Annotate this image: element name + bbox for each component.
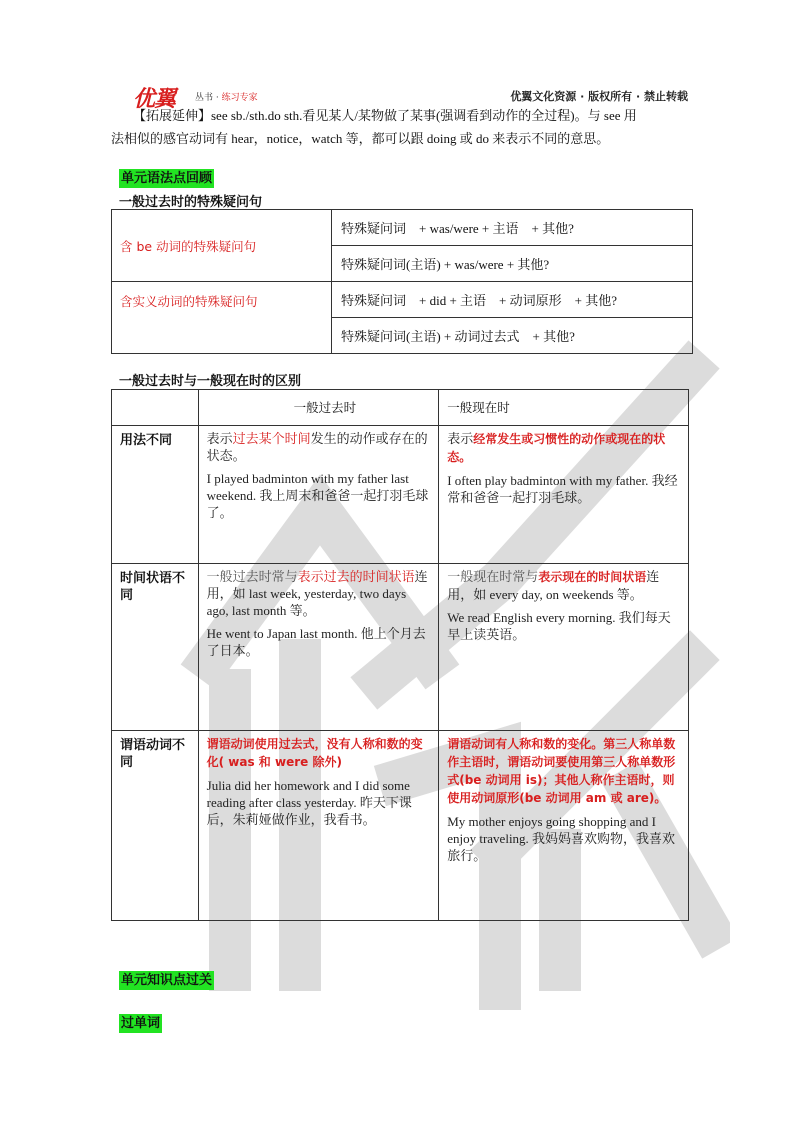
table1-title: 一般过去时的特殊疑问句 <box>119 195 263 210</box>
row-label-be-verb: 含 be 动词的特殊疑问句 <box>112 210 332 282</box>
header-simple-present: 一般现在时 <box>439 390 689 426</box>
section-tag-knowledge-check: 单元知识点过关 <box>121 973 213 988</box>
row-label-usage: 用法不同 <box>112 426 199 564</box>
example-sentence: He went to Japan last month. 他上个月去了日本。 <box>206 626 426 658</box>
extension-line-2: 法相似的感官动词有 hear，notice，watch 等，都可以跟 doing 或 do 来表示不同的意思。 <box>111 131 610 146</box>
wh-question-table <box>111 209 693 354</box>
brand-tagline: 丛书 · 练习专家 <box>195 93 258 103</box>
row-label-predicate-verb: 谓语动词不同 <box>112 731 199 921</box>
example-sentence: I played badminton with my father last weekend. 我上周末和爸爸一起打羽毛球了。 <box>206 471 429 520</box>
table2-title: 一般过去时与一般现在时的区别 <box>119 374 302 389</box>
cell-predicate-past: 谓语动词使用过去式，没有人称和数的变化( was 和 were 除外) Julia did her homework and I did some reading after class yesterday. 昨天下课后，朱莉娅做作业，我看书。 <box>198 731 439 921</box>
row-label-time-adverbial: 时间状语不同 <box>112 564 199 731</box>
header-simple-past: 一般过去时 <box>198 390 439 426</box>
cell-predicate-present: 谓语动词有人称和数的变化。第三人称单数作主语时，谓语动词要使用第三人称单数形式(be 动词用 is)；其他人称作主语时，则使用动词原形(be 动词用 am 或 are)。 My mother enjoys going shopping and I enjoy traveling. 我妈妈喜欢购物，我喜欢旅行。 <box>439 731 689 921</box>
copyright-notice: 优翼文化资源 · 版权所有 · 禁止转载 <box>510 90 688 103</box>
example-sentence: My mother enjoys going shopping and I enjoy traveling. 我妈妈喜欢购物，我喜欢旅行。 <box>447 814 676 863</box>
formula-cell: 特殊疑问词(主语) + was/were + 其他? <box>332 246 693 282</box>
formula-cell: 特殊疑问词 + did + 主语 + 动词原形 + 其他? <box>332 282 693 318</box>
header-empty-cell <box>112 390 199 426</box>
extension-line-1: 【拓展延伸】see sb./sth.do sth.看见某人/某物做了某事(强调看到动作的全过程)。与 see 用 <box>133 108 637 123</box>
example-sentence: Julia did her homework and I did some reading after class yesterday. 昨天下课后，朱莉娅做作业，我看书。 <box>206 778 412 827</box>
row-label-notional-verb: 含实义动词的特殊疑问句 <box>112 282 332 354</box>
section-tag-grammar-review: 单元语法点回顾 <box>121 171 213 186</box>
extension-paragraph <box>111 104 691 150</box>
cell-usage-past: 表示过去某个时间发生的动作或存在的状态。 I played badminton with my father last weekend. 我上周末和爸爸一起打羽毛球了。 <box>198 426 439 564</box>
brand-logo: 优翼 <box>133 87 176 112</box>
formula-cell: 特殊疑问词 + was/were + 主语 + 其他? <box>332 210 693 246</box>
tense-comparison-table <box>111 389 689 921</box>
example-sentence: We read English every morning. 我们每天早上读英语。 <box>447 610 671 642</box>
section-tag-vocabulary: 过单词 <box>121 1016 161 1031</box>
example-sentence: I often play badminton with my father. 我经常和爸爸一起打羽毛球。 <box>447 473 678 505</box>
page-header <box>111 82 691 112</box>
cell-adverbial-past: 一般过去时常与表示过去的时间状语连用，如 last week, yesterday, two days ago, last month 等。 He went to Japan last month. 他上个月去了日本。 <box>198 564 439 731</box>
formula-cell: 特殊疑问词(主语) + 动词过去式 + 其他? <box>332 318 693 354</box>
cell-usage-present: 表示经常发生或习惯性的动作或现在的状态。 I often play badminton with my father. 我经常和爸爸一起打羽毛球。 <box>439 426 689 564</box>
cell-adverbial-present: 一般现在时常与表示现在的时间状语连用，如 every day, on weekends 等。 We read English every morning. 我们每天早上读英语。 <box>439 564 689 731</box>
